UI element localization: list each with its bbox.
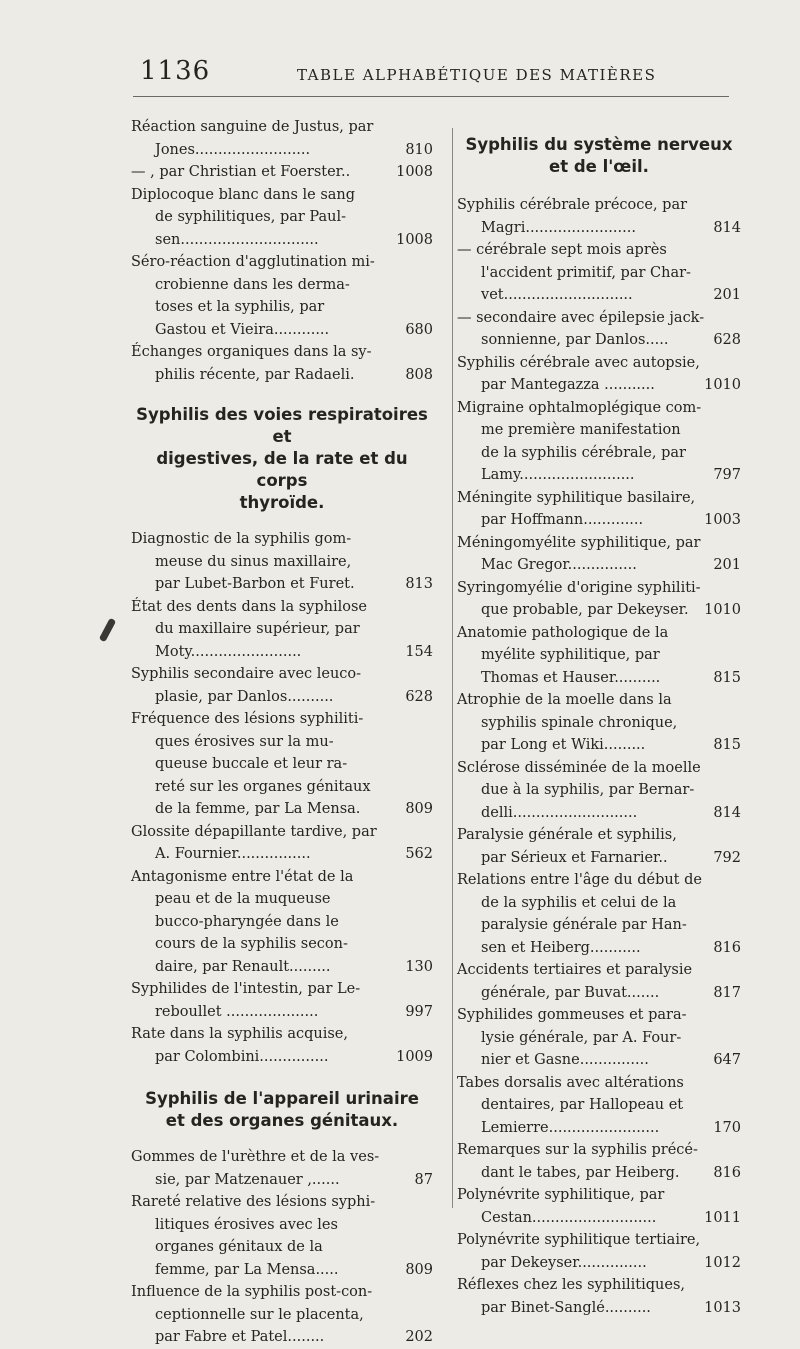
index-entry	[131, 161, 433, 184]
entry-text: meuse du sinus maxillaire,	[155, 553, 352, 570]
entry-page-number: 628	[713, 332, 741, 348]
entry-line	[457, 959, 741, 982]
entry-line	[131, 1001, 433, 1024]
entry-text: Polynévrite syphilitique tertiaire,	[457, 1232, 701, 1248]
entry-text: Méningomyélite syphilitique, par	[457, 534, 701, 551]
index-entry	[457, 307, 741, 352]
entry-text: Influence de la syphilis post-con-	[131, 1284, 373, 1300]
entry-line	[457, 1162, 741, 1185]
index-entry	[131, 978, 433, 1023]
entry-page-number: 170	[713, 1119, 741, 1136]
entry-line	[131, 551, 433, 574]
entry-line	[457, 352, 741, 375]
entry-page-number: 1008	[396, 231, 433, 248]
entry-text: Gastou et Vieira............	[155, 321, 330, 338]
entry-text: Antagonisme entre l'état de la	[131, 868, 354, 885]
entry-line	[457, 487, 741, 510]
entry-text: par Dekeyser...............	[481, 1254, 647, 1271]
right-column	[457, 116, 741, 1319]
entry-page-number: 1011	[704, 1209, 741, 1226]
entry-line	[131, 911, 433, 934]
entry-line	[457, 1049, 741, 1072]
entry-page-number: 680	[405, 321, 433, 338]
entry-line	[131, 641, 433, 664]
entry-text: dentaires, par Hallopeau et	[481, 1097, 684, 1113]
entry-text: lysie générale, par A. Four-	[481, 1029, 682, 1046]
entry-text: par Binet-Sanglé..........	[481, 1299, 651, 1316]
entry-line	[457, 397, 741, 420]
index-entry	[457, 532, 741, 577]
entry-line	[457, 757, 741, 780]
right-group-1	[457, 194, 741, 1319]
entry-line	[131, 843, 433, 866]
index-entry	[457, 239, 741, 307]
entry-line	[457, 329, 741, 352]
entry-line	[457, 689, 741, 712]
entry-text: femme, par La Mensa.....	[155, 1261, 339, 1278]
entry-line	[131, 978, 433, 1001]
entry-line	[131, 776, 433, 799]
entry-line	[131, 753, 433, 776]
entry-line	[457, 194, 741, 217]
entry-page-number: 817	[713, 984, 741, 1001]
heading-line: et des organes génitaux.	[165, 1111, 399, 1130]
entry-text: sie, par Matzenauer ,......	[155, 1171, 340, 1188]
index-entry	[131, 116, 433, 161]
entry-text: Réflexes chez les syphilitiques,	[457, 1277, 685, 1293]
entry-text: — secondaire avec épilepsie jack-	[457, 309, 705, 326]
entry-line	[457, 869, 741, 892]
entry-line	[457, 532, 741, 555]
index-entry	[131, 866, 433, 979]
index-entry	[131, 251, 433, 341]
entry-line	[457, 262, 741, 285]
entry-page-number: 814	[713, 219, 741, 236]
index-entry	[131, 663, 433, 708]
index-entry	[457, 1072, 741, 1140]
entry-line	[457, 1072, 741, 1095]
entry-text: plasie, par Danlos..........	[155, 688, 334, 705]
entry-text: vet............................	[481, 287, 633, 303]
entry-text: par Colombini...............	[155, 1048, 329, 1065]
entry-text: Mac Gregor...............	[481, 557, 637, 573]
entry-text: peau et de la muqueuse	[155, 891, 331, 907]
entry-text: Remarques sur la syphilis précé-	[457, 1142, 698, 1158]
entry-text: nier et Gasne...............	[481, 1052, 649, 1068]
index-entry	[131, 184, 433, 252]
entry-line	[457, 1274, 741, 1297]
entry-page-number: 816	[713, 939, 741, 956]
entry-page-number: 130	[405, 958, 433, 975]
entry-text: de la femme, par La Mensa.	[155, 801, 361, 817]
index-entry	[457, 1184, 741, 1229]
entry-line	[457, 554, 741, 577]
entry-page-number: 809	[405, 801, 433, 817]
entry-line	[131, 116, 433, 139]
entry-text: générale, par Buvat.......	[481, 984, 660, 1001]
entry-line	[131, 596, 433, 619]
entry-text: — , par Christian et Foerster..	[131, 164, 351, 180]
entry-line	[131, 1023, 433, 1046]
entry-line	[457, 1139, 741, 1162]
entry-page-number: 813	[405, 576, 433, 592]
entry-text: philis récente, par Radaeli.	[155, 366, 355, 383]
index-entry	[457, 622, 741, 690]
entry-page-number: 154	[405, 643, 433, 660]
entry-line	[457, 284, 741, 307]
entry-page-number: 1010	[704, 377, 741, 393]
entry-text: par Hoffmann.............	[481, 512, 644, 528]
entry-text: État des dents dans la syphilose	[131, 598, 367, 615]
entry-text: Thomas et Hauser..........	[481, 669, 661, 686]
entry-line	[131, 184, 433, 207]
entry-page-number: 810	[405, 141, 433, 158]
entry-text: reté sur les organes génitaux	[155, 778, 371, 795]
entry-text: Sclérose disséminée de la moelle	[457, 759, 701, 776]
entry-line	[457, 779, 741, 802]
left-group-2	[131, 528, 433, 1068]
entry-page-number: 808	[405, 366, 433, 383]
entry-line	[131, 618, 433, 641]
entry-text: Syringomyélie d'origine syphiliti-	[457, 579, 701, 596]
entry-line	[131, 528, 433, 551]
index-entry	[457, 1004, 741, 1072]
index-entry	[457, 397, 741, 487]
entry-page-number: 815	[713, 669, 741, 686]
entry-line	[457, 217, 741, 240]
entry-page-number: 1010	[704, 602, 741, 618]
entry-text: dant le tabes, par Heiberg.	[481, 1164, 680, 1181]
entry-line	[457, 307, 741, 330]
entry-line	[131, 573, 433, 596]
entry-line	[131, 866, 433, 889]
entry-text: Tabes dorsalis avec altérations	[457, 1074, 684, 1091]
entry-line	[457, 982, 741, 1005]
entry-text: Syphilis secondaire avec leuco-	[131, 666, 362, 682]
entry-page-number: 562	[405, 846, 433, 862]
entry-text: Syphilis cérébrale précoce, par	[457, 197, 688, 213]
entry-line	[131, 1046, 433, 1069]
entry-line	[131, 1214, 433, 1237]
index-entry	[457, 689, 741, 757]
entry-line	[457, 644, 741, 667]
entry-text: sen..............................	[155, 231, 319, 248]
entry-page-number: 202	[405, 1329, 433, 1345]
entry-line	[457, 1207, 741, 1230]
index-entry	[457, 959, 741, 1004]
entry-text: due à la syphilis, par Bernar-	[481, 782, 695, 798]
entry-line	[131, 933, 433, 956]
index-entry	[457, 1229, 741, 1274]
heading-line: et de l'œil.	[549, 157, 649, 176]
entry-text: Magri........................	[481, 219, 636, 236]
entry-line	[131, 1169, 433, 1192]
entry-line	[457, 1252, 741, 1275]
entry-line	[457, 464, 741, 487]
entry-text: Méningite syphilitique basilaire,	[457, 489, 696, 506]
entry-text: Cestan...........................	[481, 1209, 657, 1226]
entry-line	[457, 239, 741, 262]
index-entry	[457, 352, 741, 397]
entry-page-number: 814	[713, 804, 741, 821]
entry-page-number: 809	[405, 1261, 433, 1278]
entry-line	[131, 1146, 433, 1169]
entry-text: de la syphilis cérébrale, par	[481, 444, 686, 461]
entry-text: syphilis spinale chronique,	[481, 714, 678, 731]
entry-line	[131, 364, 433, 387]
entry-line	[457, 667, 741, 690]
entry-text: queuse buccale et leur ra-	[155, 756, 348, 772]
index-entry	[131, 1146, 433, 1191]
entry-line	[457, 1027, 741, 1050]
entry-text: Rate dans la syphilis acquise,	[131, 1026, 348, 1042]
heading-line: thyroïde.	[239, 493, 325, 512]
header-rule	[133, 96, 729, 97]
entry-text: Glossite dépapillante tardive, par	[131, 823, 377, 840]
heading-line: Syphilis des voies respiratoires et	[136, 405, 428, 446]
entry-text: Syphilides gommeuses et para-	[457, 1007, 687, 1023]
entry-text: daire, par Renault.........	[155, 958, 331, 975]
entry-text: bucco-pharyngée dans le	[155, 913, 339, 930]
index-entry	[131, 821, 433, 866]
entry-line	[457, 802, 741, 825]
left-column	[131, 116, 433, 1349]
entry-text: Syphilis cérébrale avec autopsie,	[457, 354, 700, 371]
entry-line	[457, 1297, 741, 1320]
index-entry	[131, 1191, 433, 1281]
entry-line	[131, 161, 433, 184]
entry-line	[457, 914, 741, 937]
entry-text: Syphilides de l'intestin, par Le-	[131, 981, 361, 997]
entry-page-number: 797	[713, 467, 741, 483]
index-entry	[457, 487, 741, 532]
entry-page-number: 201	[713, 557, 741, 573]
entry-text: toses et la syphilis, par	[155, 299, 325, 315]
section-heading-respiratory	[131, 404, 433, 514]
entry-page-number: 1008	[396, 164, 433, 180]
entry-text: sonnienne, par Danlos.....	[481, 332, 669, 348]
entry-line	[131, 1191, 433, 1214]
entry-line	[131, 821, 433, 844]
index-entry	[457, 869, 741, 959]
entry-text: par Mantegazza ...........	[481, 377, 655, 393]
section-heading-nervous	[457, 134, 741, 178]
margin-ink-mark	[99, 618, 116, 642]
entry-text: sen et Heiberg...........	[481, 939, 641, 956]
entry-page-number: 1013	[704, 1299, 741, 1316]
entry-line	[457, 1184, 741, 1207]
entry-text: organes génitaux de la	[155, 1239, 323, 1255]
entry-line	[131, 1259, 433, 1282]
entry-line	[131, 341, 433, 364]
entry-text: par Sérieux et Farnarier..	[481, 849, 668, 866]
index-entry	[457, 194, 741, 239]
entry-line	[131, 663, 433, 686]
entry-line	[131, 1236, 433, 1259]
index-entry	[131, 341, 433, 386]
entry-line	[131, 296, 433, 319]
entry-line	[457, 1229, 741, 1252]
entry-text: de la syphilis et celui de la	[481, 894, 677, 911]
entry-text: Jones.........................	[155, 141, 311, 158]
entry-text: cours de la syphilis secon-	[155, 936, 348, 952]
entry-text: de syphilitiques, par Paul-	[155, 209, 347, 225]
entry-text: du maxillaire supérieur, par	[155, 621, 360, 637]
entry-page-number: 1003	[704, 512, 741, 528]
heading-line: Syphilis de l'appareil urinaire	[145, 1089, 419, 1108]
index-entry	[131, 528, 433, 596]
entry-line	[131, 206, 433, 229]
entry-text: Lemierre........................	[481, 1119, 660, 1136]
entry-text: Accidents tertiaires et paralysie	[457, 962, 693, 978]
entry-line	[131, 1326, 433, 1349]
entry-text: A. Fournier................	[155, 846, 311, 862]
entry-text: Polynévrite syphilitique, par	[457, 1187, 665, 1203]
entry-line	[457, 374, 741, 397]
entry-page-number: 1009	[396, 1048, 433, 1065]
entry-line	[457, 509, 741, 532]
column-divider	[452, 128, 453, 1208]
entry-page-number: 997	[405, 1003, 433, 1020]
entry-line	[457, 847, 741, 870]
entry-line	[131, 251, 433, 274]
entry-text: Atrophie de la moelle dans la	[457, 692, 672, 708]
entry-line	[457, 577, 741, 600]
entry-text: myélite syphilitique, par	[481, 647, 660, 663]
entry-text: Lamy.........................	[481, 467, 635, 483]
index-entry	[131, 708, 433, 821]
entry-line	[131, 1304, 433, 1327]
entry-line	[457, 419, 741, 442]
section-heading-urinary	[131, 1088, 433, 1132]
entry-text: Migraine ophtalmoplégique com-	[457, 399, 702, 416]
left-group-3	[131, 1146, 433, 1349]
entry-text: Échanges organiques dans la sy-	[131, 344, 372, 360]
entry-text: reboullet ....................	[155, 1003, 319, 1020]
left-group-1	[131, 116, 433, 386]
entry-line	[131, 274, 433, 297]
entry-text: Fréquence des lésions syphiliti-	[131, 711, 364, 727]
entry-text: Gommes de l'urèthre et de la ves-	[131, 1149, 380, 1165]
entry-text: me première manifestation	[481, 422, 681, 438]
entry-text: paralysie générale par Han-	[481, 917, 687, 933]
entry-line	[131, 798, 433, 821]
index-entry	[131, 1023, 433, 1068]
entry-text: par Fabre et Patel........	[155, 1329, 325, 1345]
entry-line	[131, 956, 433, 979]
entry-line	[131, 229, 433, 252]
entry-text: Séro-réaction d'agglutination mi-	[131, 254, 375, 270]
entry-text: crobienne dans les derma-	[155, 276, 350, 293]
entry-line	[457, 1117, 741, 1140]
page-number: 1136	[140, 56, 211, 86]
heading-line: Syphilis du système nerveux	[465, 135, 733, 154]
entry-page-number: 816	[713, 1164, 741, 1181]
entry-line	[131, 139, 433, 162]
entry-text: ques érosives sur la mu-	[155, 733, 334, 750]
entry-page-number: 1012	[704, 1254, 741, 1271]
entry-text: Rareté relative des lésions syphi-	[131, 1194, 376, 1210]
entry-line	[131, 1281, 433, 1304]
entry-page-number: 628	[405, 688, 433, 705]
entry-text: Anatomie pathologique de la	[457, 624, 669, 641]
entry-line	[457, 824, 741, 847]
entry-line	[457, 937, 741, 960]
index-entry	[457, 1139, 741, 1184]
entry-text: delli...........................	[481, 804, 638, 821]
entry-line	[131, 888, 433, 911]
entry-text: que probable, par Dekeyser.	[481, 602, 689, 618]
index-entry	[131, 596, 433, 664]
entry-text: Paralysie générale et syphilis,	[457, 827, 677, 843]
entry-text: l'accident primitif, par Char-	[481, 264, 691, 281]
entry-text: Diagnostic de la syphilis gom-	[131, 531, 352, 547]
entry-line	[131, 708, 433, 731]
index-entry	[457, 577, 741, 622]
index-entry	[457, 1274, 741, 1319]
entry-text: par Long et Wiki.........	[481, 737, 646, 753]
index-entry	[131, 1281, 433, 1349]
entry-text: Diplocoque blanc dans le sang	[131, 186, 356, 203]
entry-text: — cérébrale sept mois après	[457, 242, 667, 258]
entry-line	[457, 892, 741, 915]
entry-line	[457, 622, 741, 645]
entry-line	[457, 1004, 741, 1027]
entry-page-number: 201	[713, 287, 741, 303]
entry-line	[457, 1094, 741, 1117]
entry-line	[457, 599, 741, 622]
entry-text: Réaction sanguine de Justus, par	[131, 119, 374, 135]
entry-line	[457, 734, 741, 757]
running-title: TABLE ALPHABÉTIQUE DES MATIÈRES	[297, 66, 657, 84]
entry-line	[131, 319, 433, 342]
entry-page-number: 87	[414, 1171, 433, 1188]
entry-page-number: 815	[713, 737, 741, 753]
entry-page-number: 792	[713, 849, 741, 866]
entry-line	[457, 712, 741, 735]
entry-text: ceptionnelle sur le placenta,	[155, 1306, 364, 1323]
entry-line	[131, 686, 433, 709]
entry-line	[457, 442, 741, 465]
entry-text: Moty........................	[155, 643, 302, 660]
entry-page-number: 647	[713, 1052, 741, 1068]
entry-text: litiques érosives avec les	[155, 1216, 338, 1233]
entry-text: par Lubet-Barbon et Furet.	[155, 576, 355, 592]
entry-text: Relations entre l'âge du début de	[457, 872, 702, 888]
index-entry	[457, 824, 741, 869]
entry-line	[131, 731, 433, 754]
index-entry	[457, 757, 741, 825]
heading-line: digestives, de la rate et du corps	[156, 449, 408, 490]
